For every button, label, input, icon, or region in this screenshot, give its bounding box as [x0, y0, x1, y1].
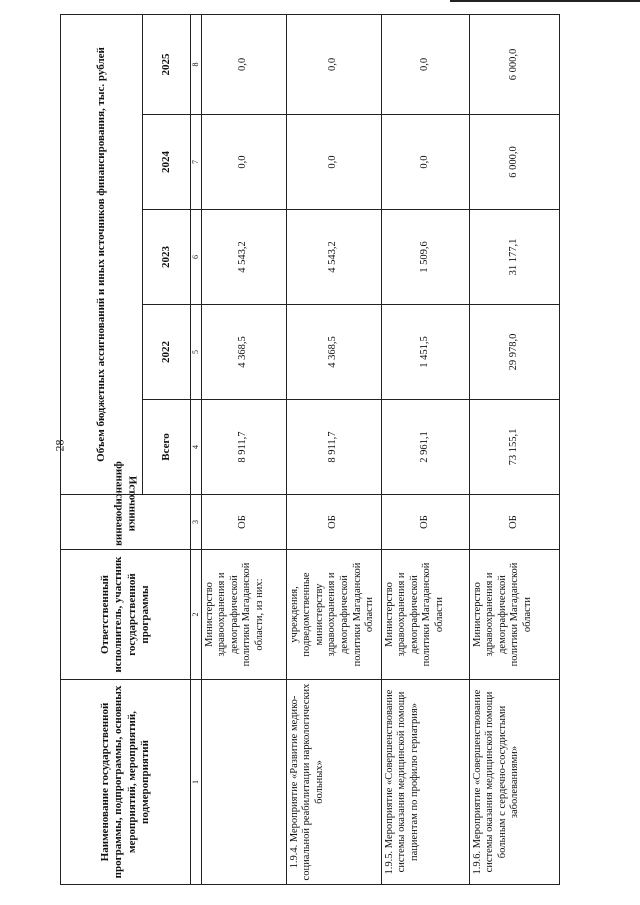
- row-2024: 0,0: [286, 115, 381, 210]
- scan-border-line: [450, 0, 640, 2]
- header-2024: 2024: [143, 115, 191, 210]
- row-executor: Министерство здравоохранения и демографической политики Магаданской области: [469, 550, 559, 680]
- row-name: [201, 680, 286, 885]
- header-executor: Ответственный исполнитель, участник государственной программы: [61, 550, 191, 680]
- row-name: 1.9.5. Мероприятие «Совершенствование системы оказания медицинской помощи пациентам по профилю гериатрия»: [381, 680, 469, 885]
- row-2023: 4 543,2: [201, 210, 286, 305]
- col-number: 1: [191, 680, 202, 885]
- row-source: ОБ: [469, 495, 559, 550]
- header-2023: 2023: [143, 210, 191, 305]
- row-2025: 0,0: [286, 14, 381, 114]
- row-2023: 4 543,2: [286, 210, 381, 305]
- row-2025: 0,0: [201, 14, 286, 114]
- col-number: 3: [191, 495, 202, 550]
- header-program-name: Наименование государственной программы, подпрограммы, основных мероприятий, мероприятий, подмероприятий: [61, 680, 191, 885]
- budget-table: [60, 14, 560, 885]
- row-2022: 1 451,5: [381, 305, 469, 400]
- row-2025: 0,0: [381, 14, 469, 114]
- row-source: ОБ: [286, 495, 381, 550]
- row-2022: 29 978,0: [469, 305, 559, 400]
- row-executor: учреждения, подведомственные министерству здравоохранения и демографической политики Магаданской области: [286, 550, 381, 680]
- row-total: 73 155,1: [469, 400, 559, 495]
- row-2025: 6 000,0: [469, 14, 559, 114]
- page-number: 28: [52, 439, 67, 452]
- table-row: [286, 14, 381, 884]
- header-total: Всего: [143, 400, 191, 495]
- row-2022: 4 368,5: [201, 305, 286, 400]
- col-number: 5: [191, 305, 202, 400]
- row-name: 1.9.6. Мероприятие «Совершенствование системы оказания медицинской помощи больным с сердечно-сосудистыми заболеваниями»: [469, 680, 559, 885]
- row-source: ОБ: [381, 495, 469, 550]
- row-source: ОБ: [201, 495, 286, 550]
- row-total: 2 961,1: [381, 400, 469, 495]
- row-2024: 0,0: [381, 115, 469, 210]
- row-2022: 4 368,5: [286, 305, 381, 400]
- rotated-table-container: [60, 15, 560, 885]
- table-row: [381, 14, 469, 884]
- row-executor: Министерство здравоохранения и демографической политики Магаданской области, из них:: [201, 550, 286, 680]
- row-2024: 6 000,0: [469, 115, 559, 210]
- header-funding-volume: Объем бюджетных ассигнований и иных источников финансирования, тыс. рублей: [61, 14, 143, 494]
- col-number: 8: [191, 14, 202, 114]
- col-number: 6: [191, 210, 202, 305]
- col-number: 2: [191, 550, 202, 680]
- col-number: 4: [191, 400, 202, 495]
- column-number-row: [191, 14, 202, 884]
- table-row: [469, 14, 559, 884]
- row-2024: 0,0: [201, 115, 286, 210]
- row-name: 1.9.4. Мероприятие «Развитие медико-социальной реабилитации наркологических больных»: [286, 680, 381, 885]
- row-executor: Министерство здравоохранения и демографической политики Магаданской области: [381, 550, 469, 680]
- row-total: 8 911,7: [286, 400, 381, 495]
- col-number: 7: [191, 115, 202, 210]
- row-2023: 1 509,6: [381, 210, 469, 305]
- table-row: [201, 14, 286, 884]
- row-2023: 31 177,1: [469, 210, 559, 305]
- header-funding-source: Источники финансирования: [61, 495, 191, 550]
- header-2022: 2022: [143, 305, 191, 400]
- row-total: 8 911,7: [201, 400, 286, 495]
- header-2025: 2025: [143, 14, 191, 114]
